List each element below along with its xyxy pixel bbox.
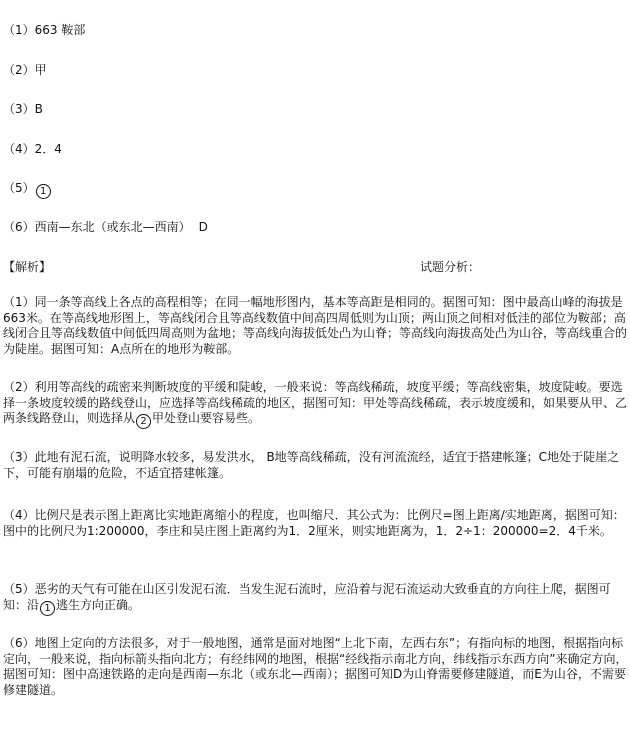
answer-6-extra: D [198, 220, 208, 234]
analysis-paragraph-6: （6）地图上定向的方法很多，对于一般地图，通常是面对地图“上北下南，左西右东”；有指向标的地图，根据指向标定向，一般来说，指向标箭头指向北方；有经纬网的地图，根据“经线指示南北方向，纬线指示东西方向”来确定方向，据图可知：图中高速铁路的走向是西南—东北（或东北—西南）；据图可知D为山脊需要修建隧道，而E为山谷，不需要修建隧道。 [3, 636, 628, 697]
answer-4-num: （4） [3, 142, 35, 156]
answer-2 [3, 63, 47, 78]
answer-6-text: 西南—东北（或东北—西南） [34, 220, 191, 234]
analysis-label: 【解析】 [3, 260, 52, 274]
analysis-paragraph-4: （4）比例尺是表示图上距离比实地距离缩小的程度，也叫缩尺．其公式为：比例尺=图上距离/实地距离，据图可知：图中的比例尺为1:200000，李庄和吴庄图上距离约为1．2厘米，则实地距离为，1．2÷1：200000=2．4千米。 [3, 508, 625, 538]
analysis-paragraph-1: （1）同一条等高线上各点的高程相等；在同一幅地形图内，基本等高距是相同的。据图可知：图中最高山峰的海拔是663米。在等高线地形图上，等高线闭合且等高线数值中间高四周低则为山顶；两山顶之间相对低洼的部位为鞍部；高线闭合且等高线数值中间低四周高则为盆地；等高线向海拔低处凸为山脊；等高线向海拔高处凸为山谷，等高线重合的为陡崖。据图可知：A点所在的地形为鞍部。 [3, 295, 628, 356]
analysis-tag: 试题分析： [420, 260, 481, 274]
analysis-paragraph-2-circled-number: 2 [136, 414, 151, 429]
analysis-paragraph-5-circled-number: 1 [40, 601, 55, 616]
analysis-paragraph-2 [3, 380, 629, 429]
answer-3-text: B [34, 102, 43, 116]
answer-5-circled-number: 1 [36, 184, 51, 199]
answer-5 [3, 181, 52, 199]
answer-1-text: 663 鞍部 [34, 23, 86, 37]
answer-4-text: 2．4 [34, 142, 62, 156]
analysis-paragraph-2-before: （2）利用等高线的疏密来判断坡度的平缓和陡峻，一般来说：等高线稀疏，坡度平缓；等高线密集，坡度陡峻。要选择一条坡度较缓的路线登山，应选择等高线稀疏的地区，据图可知：甲处等高线稀疏，表示坡度缓和，如果要从甲、乙两条线路登山，则选择从 [3, 380, 628, 425]
answer-1 [3, 23, 85, 38]
answer-5-num: （5） [3, 181, 35, 195]
answer-3-num: （3） [3, 102, 35, 116]
answer-3 [3, 102, 43, 117]
answer-1-num: （1） [3, 23, 35, 37]
answer-2-num: （2） [3, 63, 35, 77]
answer-4 [3, 142, 62, 157]
answer-2-text: 甲 [34, 63, 47, 77]
analysis-paragraph-2-after: 甲处登山要容易些。 [152, 411, 261, 425]
answer-6 [3, 220, 208, 235]
analysis-paragraph-5-before: （5）恶劣的天气有可能在山区引发泥石流．当发生泥石流时，应沿着与泥石流运动大致垂直的方向往上爬，据图可知：沿 [3, 582, 611, 612]
answer-6-num: （6） [3, 220, 35, 234]
analysis-paragraph-3: （3）此地有泥石流，说明降水较多，易发洪水， B地等高线稀疏，没有河流流经，适宜于搭建帐篷；C地处于陡崖之下，可能有崩塌的危险，不适宜搭建帐篷。 [3, 450, 620, 480]
analysis-paragraph-5-after: 逃生方向正确。 [56, 597, 141, 612]
analysis-paragraph-5 [3, 582, 629, 616]
